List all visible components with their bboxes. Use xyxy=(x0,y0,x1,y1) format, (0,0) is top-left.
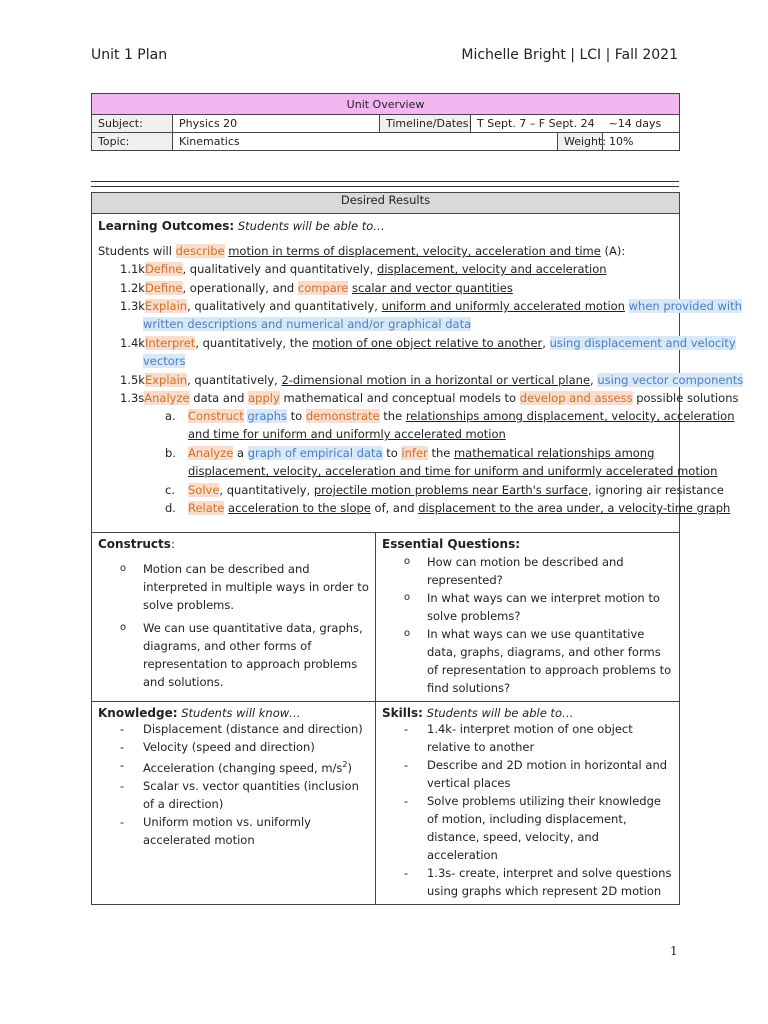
knowledge-cell xyxy=(92,702,376,905)
list-item: - Scalar vs. vector quantities (inclusion of a direction) xyxy=(120,778,359,811)
list-item: - 1.3s- create, interpret and solve questions using graphs which represent 2D motion xyxy=(404,866,672,898)
weight-value: 10% xyxy=(603,133,680,151)
doc-title: Unit 1 Plan xyxy=(91,47,168,63)
outcome-1-4k: 1.4kInterpret, quantitatively, the motion of one object relative to another, using displacement and velocity xyxy=(120,336,736,350)
outcome-a-letter: a. xyxy=(165,409,176,423)
learning-outcomes-cell xyxy=(92,214,744,533)
divider-line xyxy=(91,186,679,187)
essential-questions-list xyxy=(382,553,673,697)
outcome-1-4k-cont: vectors xyxy=(143,354,186,368)
subject-value: Physics 20 xyxy=(173,115,380,133)
page-number: 1 xyxy=(670,944,678,958)
outcome-1-1k: 1.1kDefine, qualitatively and quantitatively, displacement, velocity and acceleration xyxy=(120,262,607,276)
outcome-intro: Students will describe motion in terms of displacement, velocity, acceleration and time (A): xyxy=(98,244,626,258)
outcome-1-3k-cont: written descriptions and numerical and/or graphical data xyxy=(143,317,472,331)
weight-label: Weight: xyxy=(558,133,603,151)
outcome-b-letter: b. xyxy=(165,446,176,460)
list-item: o We can use quantitative data, graphs, diagrams, and other forms of representation to approach problems and solutions. xyxy=(120,621,363,689)
learning-outcomes-heading: Learning Outcomes: Students will be able to… xyxy=(98,219,385,233)
essential-questions-cell xyxy=(376,533,680,702)
outcome-1-3k: 1.3kExplain, qualitatively and quantitatively, uniform and uniformly accelerated motion when provided with xyxy=(120,299,742,313)
constructs-cell xyxy=(92,533,376,702)
unit-overview-title: Unit Overview xyxy=(92,94,680,115)
skills-heading: Skills: Students will be able to… xyxy=(382,706,574,720)
list-item: o In what ways can we use quantitative data, graphs, diagrams, and other forms of representation to approach problems to find solutions? xyxy=(404,627,672,695)
outcome-d-letter: d. xyxy=(165,501,176,515)
outcome-d: Relate acceleration to the slope of, and displacement to the area under, a velocity-time graph xyxy=(188,501,731,515)
list-item: - Solve problems utilizing their knowledge of motion, including displacement, distance, speed, velocity, and acceleration xyxy=(404,794,661,862)
outcome-a: Construct graphs to demonstrate the relationships among displacement, velocity, acceleration xyxy=(188,409,735,423)
list-item: - Displacement (distance and direction) xyxy=(120,722,363,736)
list-item: o In what ways can we interpret motion to solve problems? xyxy=(404,591,660,623)
essential-questions-heading: Essential Questions: xyxy=(382,537,521,551)
outcome-b: Analyze a graph of empirical data to infer the mathematical relationships among xyxy=(188,446,655,460)
outcome-c: Solve, quantitatively, projectile motion problems near Earth's surface, ignoring air resistance xyxy=(188,483,724,497)
list-item: - Velocity (speed and direction) xyxy=(120,740,315,754)
list-item: - Describe and 2D motion in horizontal and vertical places xyxy=(404,758,668,790)
outcome-a-cont: and time for uniform and uniformly accelerated motion xyxy=(188,427,506,441)
topic-label: Topic: xyxy=(92,133,173,151)
subject-label: Subject: xyxy=(92,115,173,133)
skills-list xyxy=(382,720,673,900)
outcome-b-cont: displacement, velocity, acceleration and time for uniform and uniformly accelerated motion xyxy=(188,464,718,478)
outcome-1-3s: 1.3sAnalyze data and apply mathematical and conceptual models to develop and assess possible solutions xyxy=(120,391,739,405)
knowledge-heading: Knowledge: Students will know… xyxy=(98,706,301,720)
timeline-value: T Sept. 7 – F Sept. 24 ~14 days xyxy=(471,115,680,133)
skills-cell xyxy=(376,702,680,905)
divider-line xyxy=(91,181,679,182)
page-header xyxy=(91,47,678,69)
constructs-list xyxy=(98,560,369,691)
outcome-c-letter: c. xyxy=(165,483,175,497)
timeline-label: Timeline/Dates: xyxy=(380,115,471,133)
unit-overview-table xyxy=(91,93,680,151)
list-item: - Acceleration (changing speed, $m/s^2$) xyxy=(120,758,353,775)
desired-results-table xyxy=(91,192,744,905)
topic-value: Kinematics xyxy=(173,133,558,151)
list-item: - 1.4k- interpret motion of one object relative to another xyxy=(404,722,633,754)
list-item: - Uniform motion vs. uniformly accelerated motion xyxy=(120,814,311,847)
desired-results-title: Desired Results xyxy=(92,193,680,214)
list-item: o How can motion be described and represented? xyxy=(404,555,624,587)
author-info: Michelle Bright | LCI | Fall 2021 xyxy=(461,47,678,63)
outcome-1-5k: 1.5kExplain, quantitatively, 2-dimensional motion in a horizontal or vertical plane, using vector components xyxy=(120,373,744,387)
knowledge-list xyxy=(98,720,369,849)
list-item: o Motion can be described and interpreted in multiple ways in order to solve problems. xyxy=(120,562,369,612)
constructs-heading: Constructs: xyxy=(98,537,175,551)
outcome-1-2k: 1.2kDefine, operationally, and compare scalar and vector quantities xyxy=(120,281,513,295)
